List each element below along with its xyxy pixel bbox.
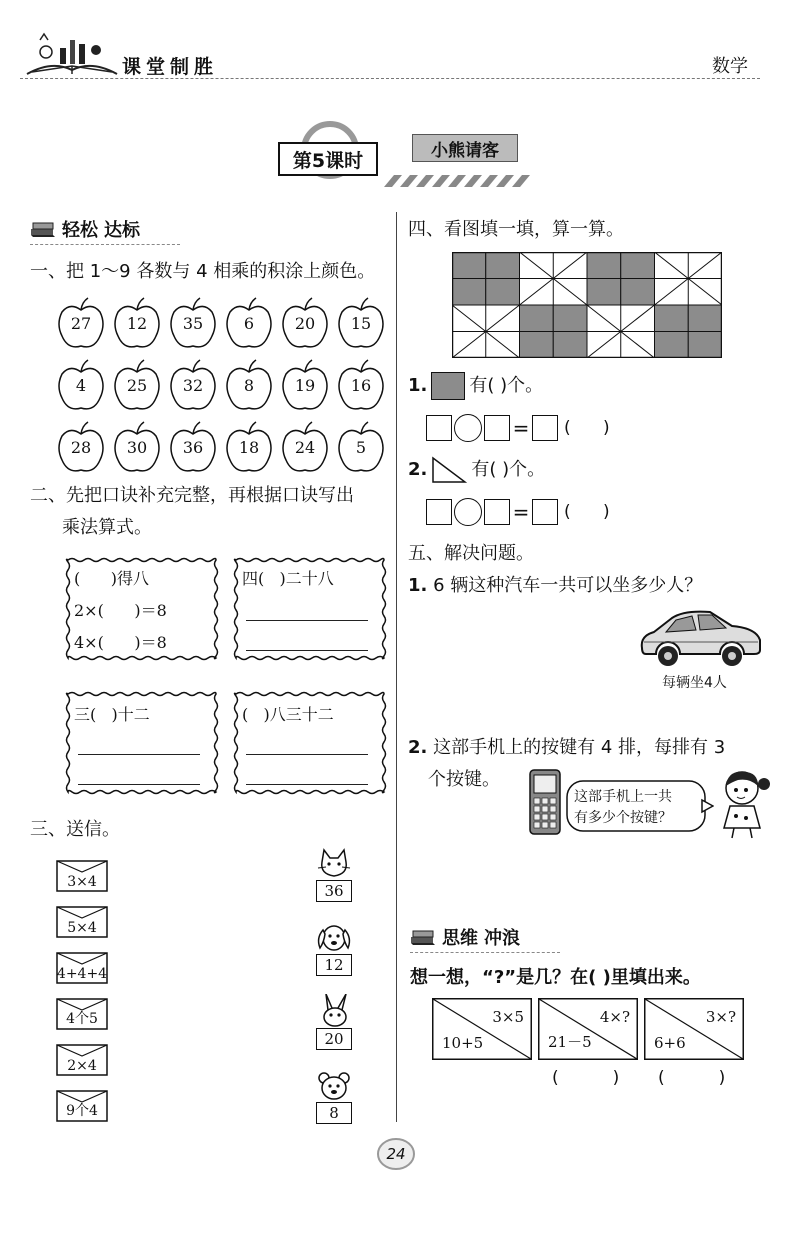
q5-p1-text: 6 辆这种汽车一共可以坐多少人？ [433,575,703,596]
shaded-square [452,252,486,279]
answer-line[interactable] [246,620,368,621]
shaded-square [621,279,655,306]
apple-item[interactable]: 15 [336,296,386,352]
grey-square-icon [431,372,465,400]
animal-item[interactable] [314,846,358,904]
unit-paren[interactable]: ( ) [564,502,610,522]
section-title-a: 轻松 [62,220,98,241]
lesson-name: 小熊请客 [412,134,518,162]
shaded-square [587,279,621,306]
apple-item[interactable]: 36 [168,420,218,476]
apple-item[interactable]: 19 [280,358,330,414]
q4-text: 四、看图填一填，算一算。 [408,219,624,240]
q5-p1-num: 1. [408,575,428,596]
section2-title-a: 思维 [442,928,478,949]
girl-icon [714,766,774,846]
q4-item1 [408,372,543,400]
apple-item[interactable]: 5 [336,420,386,476]
header-subject: 数学 [712,56,748,77]
envelope-item[interactable]: 9个4 [56,1090,108,1122]
shaded-square [621,252,655,279]
q4-item2-text: 有( )个。 [471,459,546,480]
operator-circle[interactable] [454,498,482,526]
phone-icon [528,768,562,840]
animal-item[interactable] [314,1068,358,1126]
riddle-box [644,998,744,1060]
shaded-square [655,305,689,332]
answer-line[interactable] [78,784,200,785]
riddle-bottom: 6+6 [654,1034,686,1052]
riddle-box [538,998,638,1060]
apple-item[interactable]: 12 [112,296,162,352]
apple-item[interactable]: 30 [112,420,162,476]
q5-p2-num: 2. [408,737,428,758]
q4-item1-text: 有( )个。 [469,375,544,396]
envelope-item[interactable]: 5×4 [56,906,108,938]
apple-item[interactable]: 4 [56,358,106,414]
envelope-item[interactable]: 4+4+4 [56,952,108,984]
apple-item[interactable]: 8 [224,358,274,414]
stamp2-line1: 四( )二十八 [242,569,334,588]
apple-item[interactable]: 20 [280,296,330,352]
answer-line[interactable] [246,754,368,755]
header-title: 课堂制胜 [122,56,219,78]
animal-item[interactable] [314,920,358,978]
unit-paren[interactable]: ( ) [564,418,610,438]
q3-text: 三、送信。 [30,819,120,840]
answer-box[interactable] [484,415,510,441]
q5-p1 [408,572,702,600]
apple-item[interactable]: 25 [112,358,162,414]
speech-bubble [566,780,714,834]
bear-icon [314,1068,354,1104]
bubble-line1: 这部手机上一共 [574,789,672,805]
answer-line[interactable] [246,784,368,785]
apple-item[interactable]: 18 [224,420,274,476]
header-divider [20,78,760,79]
triangle-icon [431,456,467,484]
lesson-label: 第5课时 [278,142,378,176]
stamp-box-4 [232,690,388,796]
shaded-square [452,279,486,306]
stamp3-line1: 三( )十二 [74,705,150,724]
stamp1-line3: 4×( )＝8 [74,633,167,652]
answer-box[interactable] [532,499,558,525]
apple-item[interactable]: 28 [56,420,106,476]
books-icon [410,927,436,947]
cat-icon [314,846,354,882]
answer-box[interactable] [426,499,452,525]
animal-number: 12 [316,954,352,976]
shaded-square [486,279,520,306]
lesson-stripes [380,172,530,184]
answer-line[interactable] [78,754,200,755]
shaded-square [520,332,554,359]
shaded-square [520,305,554,332]
stamp1-line2: 2×( )＝8 [74,601,167,620]
riddle-box [432,998,532,1060]
envelope-item[interactable]: 4个5 [56,998,108,1030]
shaded-square [688,305,722,332]
animal-number: 20 [316,1028,352,1050]
shaded-square [553,332,587,359]
envelope-item[interactable]: 3×4 [56,860,108,892]
car-icon [636,604,766,674]
apple-item[interactable]: 32 [168,358,218,414]
shaded-square [587,252,621,279]
answer-box[interactable] [532,415,558,441]
q5-text: 五、解决问题。 [408,543,534,564]
q2-text-line2: 乘法算式。 [62,517,152,538]
q4-item2-num: 2. [408,459,428,480]
q2-text-line1: 二、先把口诀补充完整，再根据口诀写出 [30,485,354,506]
envelope-item[interactable]: 2×4 [56,1044,108,1076]
q5-p2-text-line1: 这部手机上的按键有 4 排，每排有 3 [433,737,726,758]
answer-paren-2[interactable]: ( ) [552,1068,620,1088]
apple-item[interactable]: 16 [336,358,386,414]
equation-row-1: = ( ) [426,414,610,442]
q4-item2 [408,456,545,484]
page-number: 24 [376,1137,416,1171]
riddle-top: 4×? [599,1008,630,1026]
answer-paren-3[interactable]: ( ) [658,1068,726,1088]
shaded-square [553,305,587,332]
shaded-square [486,252,520,279]
apple-item[interactable]: 27 [56,296,106,352]
q5-p2-text-line2: 个按键。 [428,769,500,790]
q4-item1-num: 1. [408,375,428,396]
stamp-box-1 [64,556,220,662]
books-icon [30,219,56,239]
section2-title-b: 冲浪 [484,928,520,949]
equation-row-2: = ( ) [426,498,610,526]
stamp4-line1: ( )八三十二 [242,705,334,724]
stamp1-line1: ( )得八 [74,569,150,588]
section-title-b: 达标 [104,220,140,241]
column-divider [396,212,397,1122]
apple-item[interactable]: 35 [168,296,218,352]
apple-item[interactable]: 24 [280,420,330,476]
riddle-top: 3×5 [492,1008,524,1026]
shape-grid [452,252,722,362]
animal-item[interactable] [314,994,358,1052]
answer-box[interactable] [426,415,452,441]
apple-item[interactable]: 6 [224,296,274,352]
stamp-box-2 [232,556,388,662]
riddle-top: 3×? [705,1008,736,1026]
answer-line[interactable] [246,650,368,651]
shaded-square [655,332,689,359]
riddle-bottom: 10+5 [442,1034,484,1052]
car-caption: 每辆坐4人 [662,675,727,691]
animal-number: 8 [316,1102,352,1124]
riddle-bottom: 21－5 [548,1033,592,1051]
dog-icon [314,920,354,956]
operator-circle[interactable] [454,414,482,442]
section-easy [30,216,180,245]
q5-p2-line1 [408,734,725,762]
q1-text: 一、把 1～9 各数与 4 相乘的积涂上颜色。 [30,261,376,282]
header-logo-icon [22,30,122,78]
bubble-line2: 有多少个按键？ [574,810,672,826]
section-think [410,924,560,953]
stamp-box-3 [64,690,220,796]
q6-text: 想一想，“?”是几？在( )里填出来。 [410,967,701,988]
animal-number: 36 [316,880,352,902]
answer-box[interactable] [484,499,510,525]
rabbit-icon [314,994,354,1030]
shaded-square [688,332,722,359]
